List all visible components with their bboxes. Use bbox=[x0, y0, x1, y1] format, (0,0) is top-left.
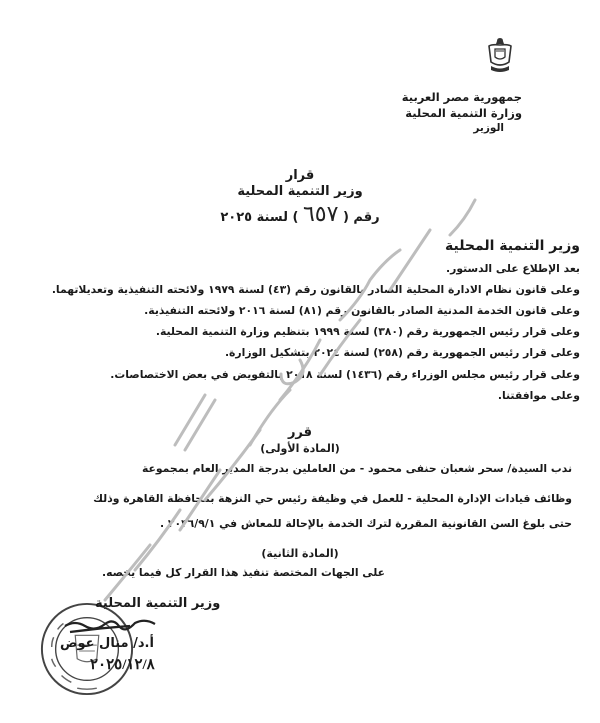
decree-number-prefix: رقم ( bbox=[342, 210, 380, 225]
article-2-title: (المادة الثانية) bbox=[261, 547, 339, 560]
decree-issuer: وزير التنمية المحلية bbox=[237, 184, 363, 199]
decree-number-suffix: ) لسنة ٢٠٢٥ bbox=[220, 210, 299, 225]
decree-heading: قرار bbox=[285, 168, 315, 183]
preamble-line: وعلى قرار رئيس الجمهورية رقم (٣٨٠) لسنة ١٩٩٩ بتنظيم وزارة التنمية المحلية. bbox=[155, 325, 580, 338]
decree-number: ٦٥٧ bbox=[302, 201, 339, 226]
preamble-line: وعلى قرار رئيس مجلس الوزراء رقم (١٤٣٦) لسنة ٢٠١٨ بالتفويض في بعض الاختصاصات. bbox=[110, 368, 580, 381]
letterhead-country: جمهورية مصر العربية bbox=[401, 90, 522, 104]
article-1-line: ندب السيدة/ سحر شعبان حنفى محمود - من العاملين بدرجة المدير العام بمجموعة bbox=[141, 462, 572, 475]
signatory-title: وزير التنمية المحلية bbox=[95, 596, 221, 611]
preamble-line: وعلى موافقتنا. bbox=[497, 389, 580, 402]
egypt-eagle-emblem-icon bbox=[485, 36, 515, 76]
preamble-line: وعلى قانون نظام الادارة المحلية الصادر بالقانون رقم (٤٣) لسنة ١٩٧٩ ولائحته التنفيذية وتعديلاتهما. bbox=[51, 283, 580, 296]
article-2-text: على الجهات المختصة تنفيذ هذا القرار كل فيما يخصه. bbox=[102, 566, 385, 579]
article-1-line: وظائف قيادات الإدارة المحلية - للعمل في وظيفة رئيس حي النزهة بمحافظة القاهرة وذلك bbox=[93, 492, 572, 505]
preamble-minister: وزير التنمية المحلية bbox=[444, 238, 580, 254]
handwritten-signature-icon bbox=[60, 612, 170, 638]
decree-number-line bbox=[0, 201, 600, 227]
preamble-line: وعلى قرار رئيس الجمهورية رقم (٢٥٨) لسنة ٢٠٢٤ بتشكيل الوزارة. bbox=[224, 346, 580, 359]
letterhead-office: الوزير bbox=[473, 122, 504, 134]
signature-date: ٢٠٢٥/١٢/٨ bbox=[90, 657, 155, 673]
letterhead-ministry: وزارة التنمية المحلية bbox=[405, 106, 522, 120]
article-1-line: حتى بلوغ السن القانونية المقررة لترك الخدمة بالإحالة للمعاش في ٢٠٣٦/٩/١ . bbox=[160, 517, 572, 530]
decision-heading: قرر bbox=[287, 425, 313, 440]
preamble-line: بعد الإطلاع على الدستور. bbox=[446, 262, 580, 275]
signatory-name: أ.د/ منال عوض bbox=[60, 636, 154, 651]
article-1-title: (المادة الأولى) bbox=[260, 442, 340, 455]
preamble-line: وعلى قانون الخدمة المدنية الصادر بالقانون رقم (٨١) لسنة ٢٠١٦ ولائحته التنفيذية. bbox=[144, 304, 580, 317]
